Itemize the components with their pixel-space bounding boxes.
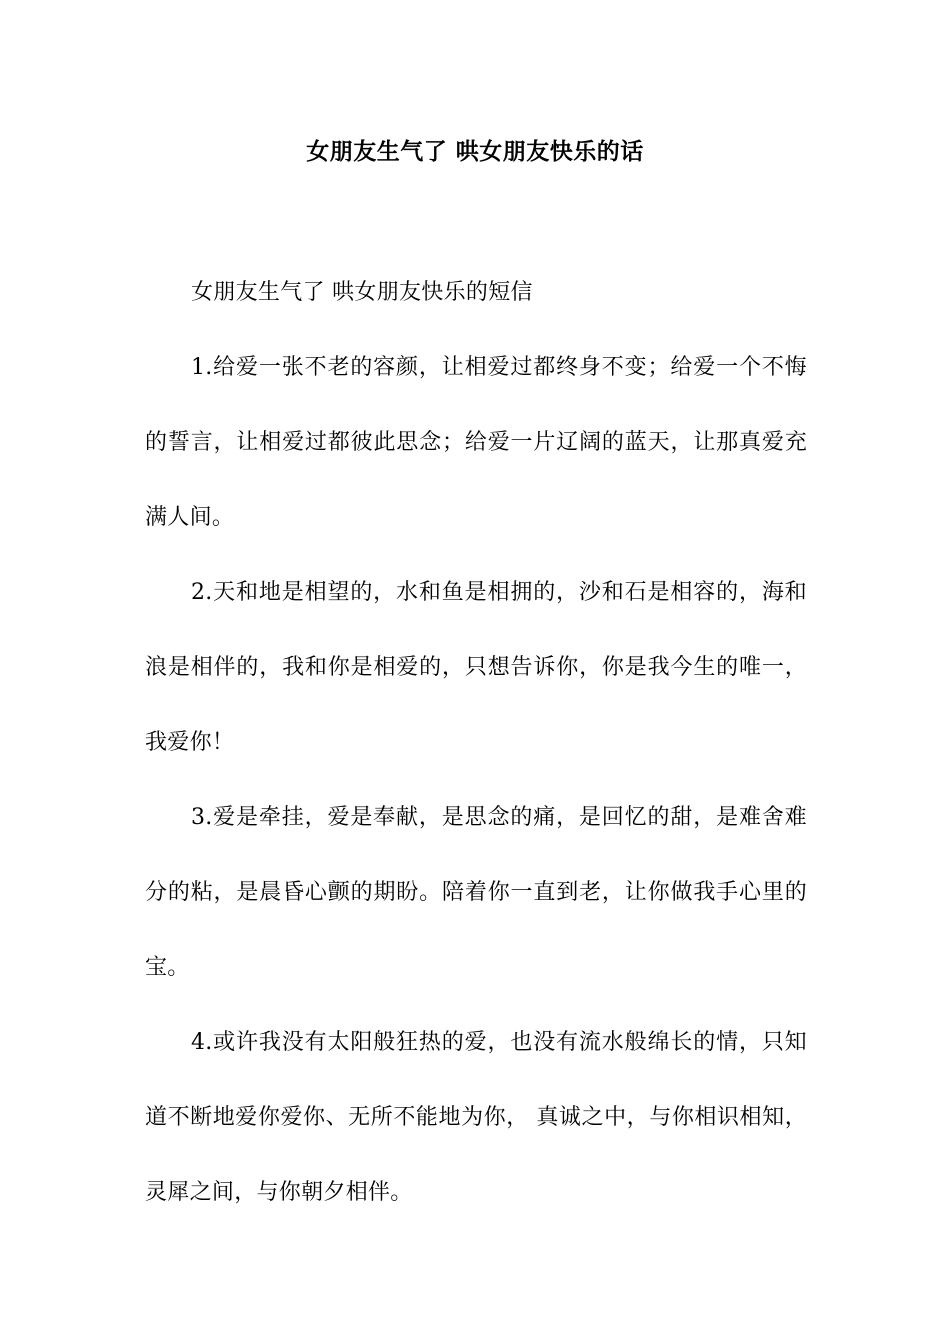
subtitle-paragraph: 女朋友生气了 哄女朋友快乐的短信 — [191, 280, 533, 305]
message-paragraph-4: 4.或许我没有太阳般狂热的爱，也没有流水般绵长的情，只知道不断地爱你爱你、无所不能地为你， 真诚之中，与你相识相知，灵犀之间，与你朝夕相伴。 — [145, 1030, 807, 1205]
document-body — [145, 255, 807, 1230]
message-paragraph-2: 2.天和地是相望的，水和鱼是相拥的，沙和石是相容的，海和浪是相伴的，我和你是相爱的，只想告诉你，你是我今生的唯一，我爱你！ — [145, 580, 807, 755]
message-paragraph-3: 3.爱是牵挂，爱是奉献，是思念的痛，是回忆的甜，是难舍难分的粘，是晨昏心颤的期盼。陪着你一直到老，让你做我手心里的宝。 — [145, 805, 807, 980]
message-paragraph-1: 1.给爱一张不老的容颜，让相爱过都终身不变；给爱一个不悔的誓言，让相爱过都彼此思念；给爱一片辽阔的蓝天，让那真爱充满人间。 — [145, 355, 807, 530]
document-title: 女朋友生气了 哄女朋友快乐的话 — [306, 139, 644, 165]
